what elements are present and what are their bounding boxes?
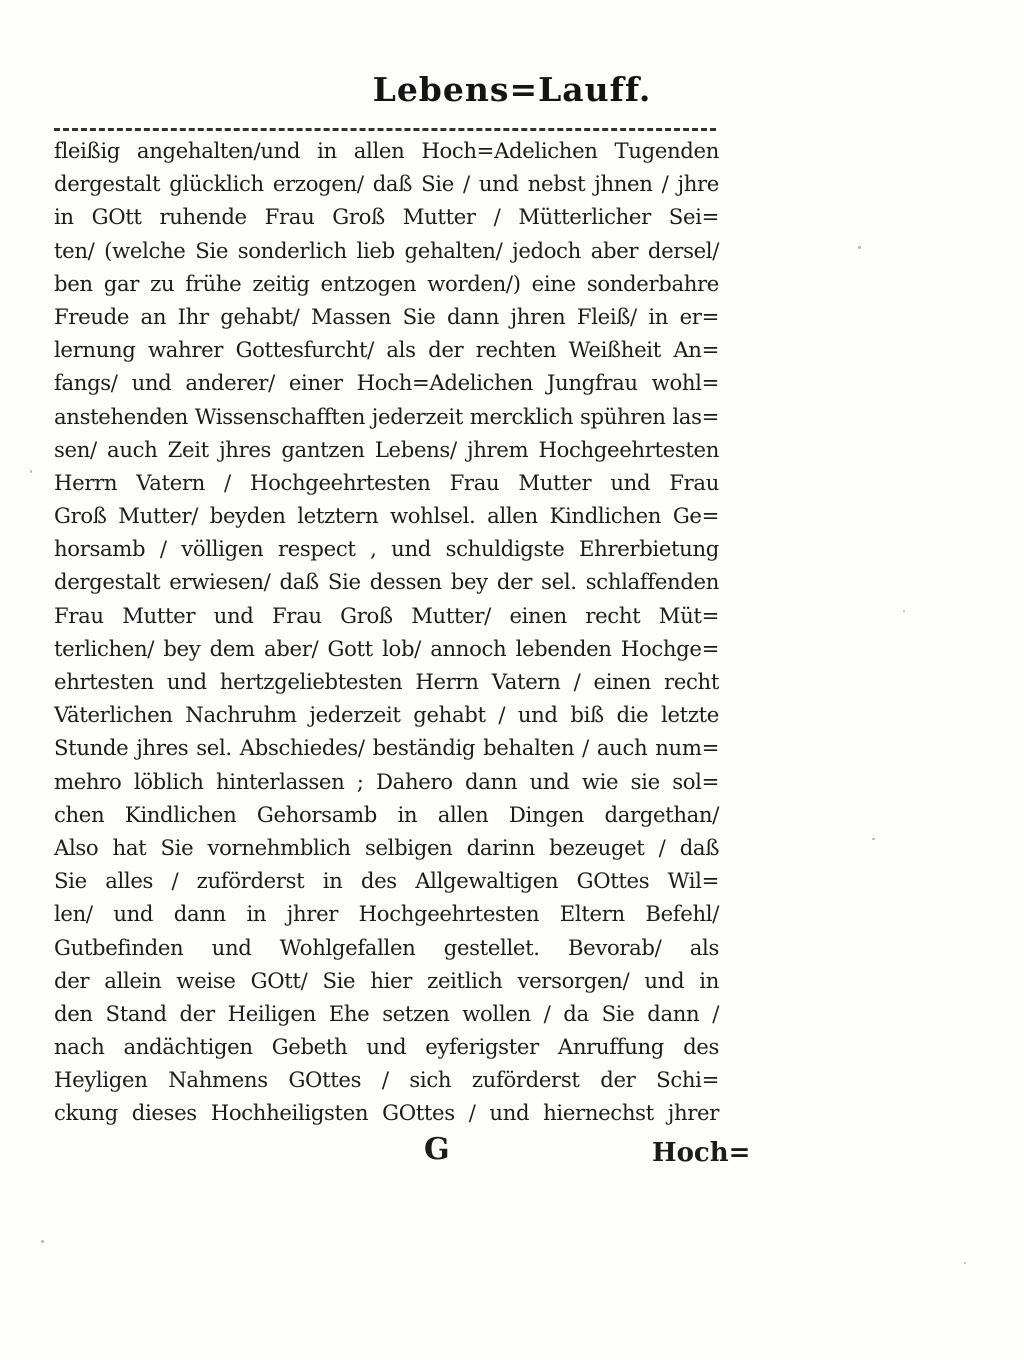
text-line: Also hat Sie vornehmblich selbigen darinn bezeuget / daß [54, 834, 719, 860]
paper-speckle [964, 1262, 966, 1264]
text-line: len/ und dann in jhrer Hochgeehrtesten Eltern Befehl/ [54, 901, 719, 927]
text-line: Stunde jhres sel. Abschiedes/ beständig behalten / auch num= [54, 735, 719, 761]
text-line: Groß Mutter/ beyden letztern wohlsel. allen Kindlichen Ge= [54, 503, 719, 529]
text-line: mehro löblich hinterlassen ; Dahero dann und wie sie sol= [54, 768, 719, 794]
text-line: Väterlichen Nachruhm jederzeit gehabt / und biß die letzte [54, 702, 719, 728]
text-line: chen Kindlichen Gehorsamb in allen Dingen dargethan/ [54, 801, 719, 827]
text-line: Herrn Vatern / Hochgeehrtesten Frau Mutter und Frau [54, 469, 719, 495]
text-line: fangs/ und anderer/ einer Hoch=Adelichen Jungfrau wohl= [54, 370, 719, 396]
text-line: in GOtt ruhende Frau Groß Mutter / Mütterlicher Sei= [54, 204, 719, 230]
catchword: Hoch= [652, 1138, 751, 1168]
text-line: ehrtesten und hertzgeliebtesten Herrn Vatern / einen recht [54, 669, 719, 694]
running-head: Lebens=Lauff. [372, 70, 652, 109]
text-line: dergestalt erwiesen/ daß Sie dessen bey der sel. schlaffenden [54, 569, 719, 595]
text-line: horsamb / völligen respect , und schuldigste Ehrerbietung [54, 536, 719, 562]
text-line: anstehenden Wissenschafften jederzeit mercklich spühren las= [54, 403, 719, 429]
paper-speckle [30, 470, 32, 473]
text-line: Frau Mutter und Frau Groß Mutter/ einen recht Müt= [54, 602, 719, 628]
paper-speckle [858, 246, 861, 249]
text-line: ckung dieses Hochheiligsten GOttes / und hiernechst jhrer [54, 1100, 719, 1126]
text-line: Gutbefinden und Wohlgefallen gestellet. Bevorab/ als [54, 934, 719, 960]
signature-mark: G [424, 1132, 450, 1167]
text-line: Heyligen Nahmens GOttes / sich zuförderst der Schi= [54, 1067, 719, 1093]
text-line: sen/ auch Zeit jhres gantzen Lebens/ jhrem Hochgeehrtesten [54, 436, 719, 462]
text-line: lernung wahrer Gottesfurcht/ als der rechten Weißheit An= [54, 337, 719, 363]
text-line: Sie alles / zuförderst in des Allgewaltigen GOttes Wil= [54, 868, 719, 894]
paper-speckle [903, 610, 905, 612]
text-line: Freude an Ihr gehabt/ Massen Sie dann jhren Fleiß/ in er= [54, 303, 719, 329]
text-line: dergestalt glücklich erzogen/ daß Sie / und nebst jhnen / jhre [54, 171, 719, 197]
text-line: ben gar zu frühe zeitig entzogen worden/) eine sonderbahre [54, 270, 719, 296]
paper-speckle [872, 838, 875, 840]
text-line: ten/ (welche Sie sonderlich lieb gehalten/ jedoch aber dersel/ [54, 237, 719, 263]
body-text [54, 134, 719, 1130]
paper-speckle [41, 1240, 44, 1243]
text-line: nach andächtigen Gebeth und eyferigster Anruffung des [54, 1034, 719, 1060]
text-line: terlichen/ bey dem aber/ Gott lob/ annoch lebenden Hochge= [54, 635, 719, 661]
text-line: der allein weise GOtt/ Sie hier zeitlich versorgen/ und in [54, 967, 719, 993]
header-rule [54, 128, 716, 131]
text-line: den Stand der Heiligen Ehe setzen wollen / da Sie dann / [54, 1000, 719, 1026]
text-line: fleißig angehalten/und in allen Hoch=Adelichen Tugenden [54, 138, 719, 163]
